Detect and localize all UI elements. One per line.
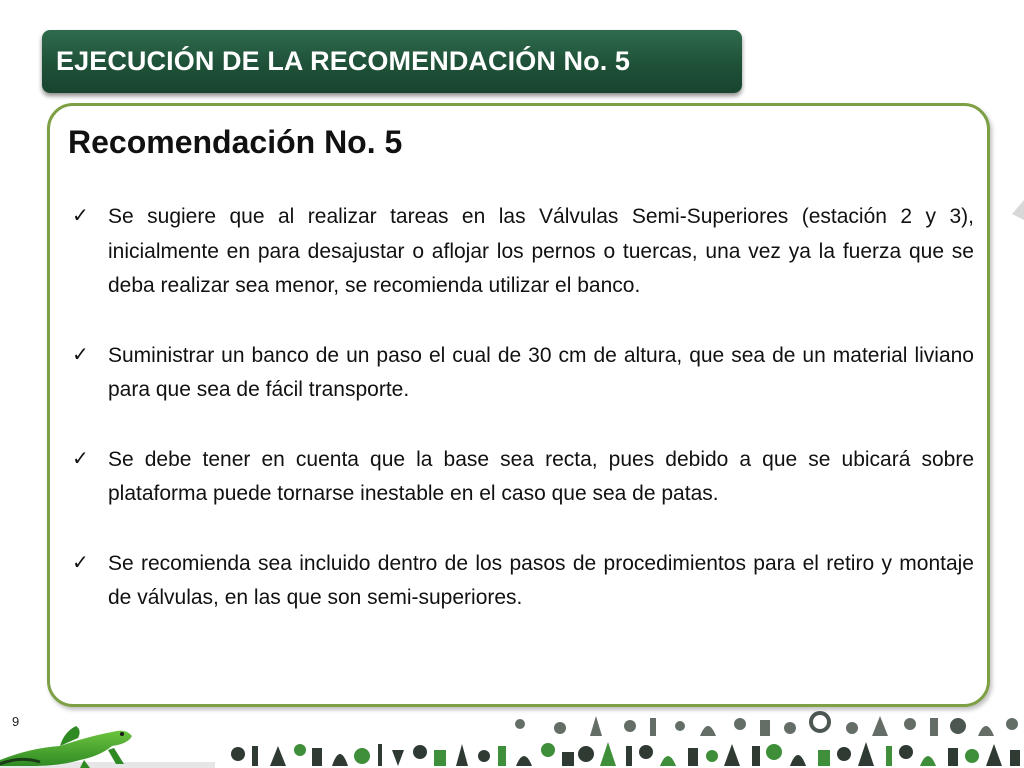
bullet-text-3: Se debe tener en cuenta que la base sea recta, pues debido a que se ubicará sobre plataforma puede tornarse inestable en el caso que sea de patas. [108, 447, 974, 505]
recommendation-heading: Recomendación No. 5 [68, 124, 403, 160]
check-icon: ✓ [72, 205, 89, 227]
check-icon: ✓ [72, 343, 89, 366]
recommendation-box [47, 103, 990, 707]
bullet-text-1: Se sugiere que al realizar tareas en las Válvulas Semi-Superiores (estación 2 y 3), inicialmente en para desajustar o aflojar los pernos o tuercas, una vez ya la fuerza que se deba realizar sea menor, se recomienda utilizar el banco. [108, 205, 974, 297]
slide-edge-mark [1006, 200, 1024, 220]
check-icon: ✓ [72, 551, 89, 574]
bullet-text-4: Se recomienda sea incluido dentro de los pasos de procedimientos para el retiro y montaje de válvulas, en las que son semi-superiores. [108, 551, 974, 609]
bullet-list [68, 200, 974, 651]
check-icon: ✓ [72, 447, 89, 470]
bullet-text-2: Suministrar un banco de un paso el cual de 30 cm de altura, que sea de un material liviano para que sea de fácil transporte. [108, 343, 974, 401]
bullet-item-3 [68, 443, 974, 512]
slide-title: EJECUCIÓN DE LA RECOMENDACIÓN No. 5 [56, 46, 631, 76]
bullet-item-1 [68, 200, 974, 304]
bullet-item-2 [68, 339, 974, 408]
title-banner [42, 30, 742, 93]
page-number: 9 [12, 714, 20, 729]
eco-footer-pattern [0, 706, 1024, 768]
bullet-item-4 [68, 547, 974, 616]
iguana-icon [0, 726, 132, 768]
